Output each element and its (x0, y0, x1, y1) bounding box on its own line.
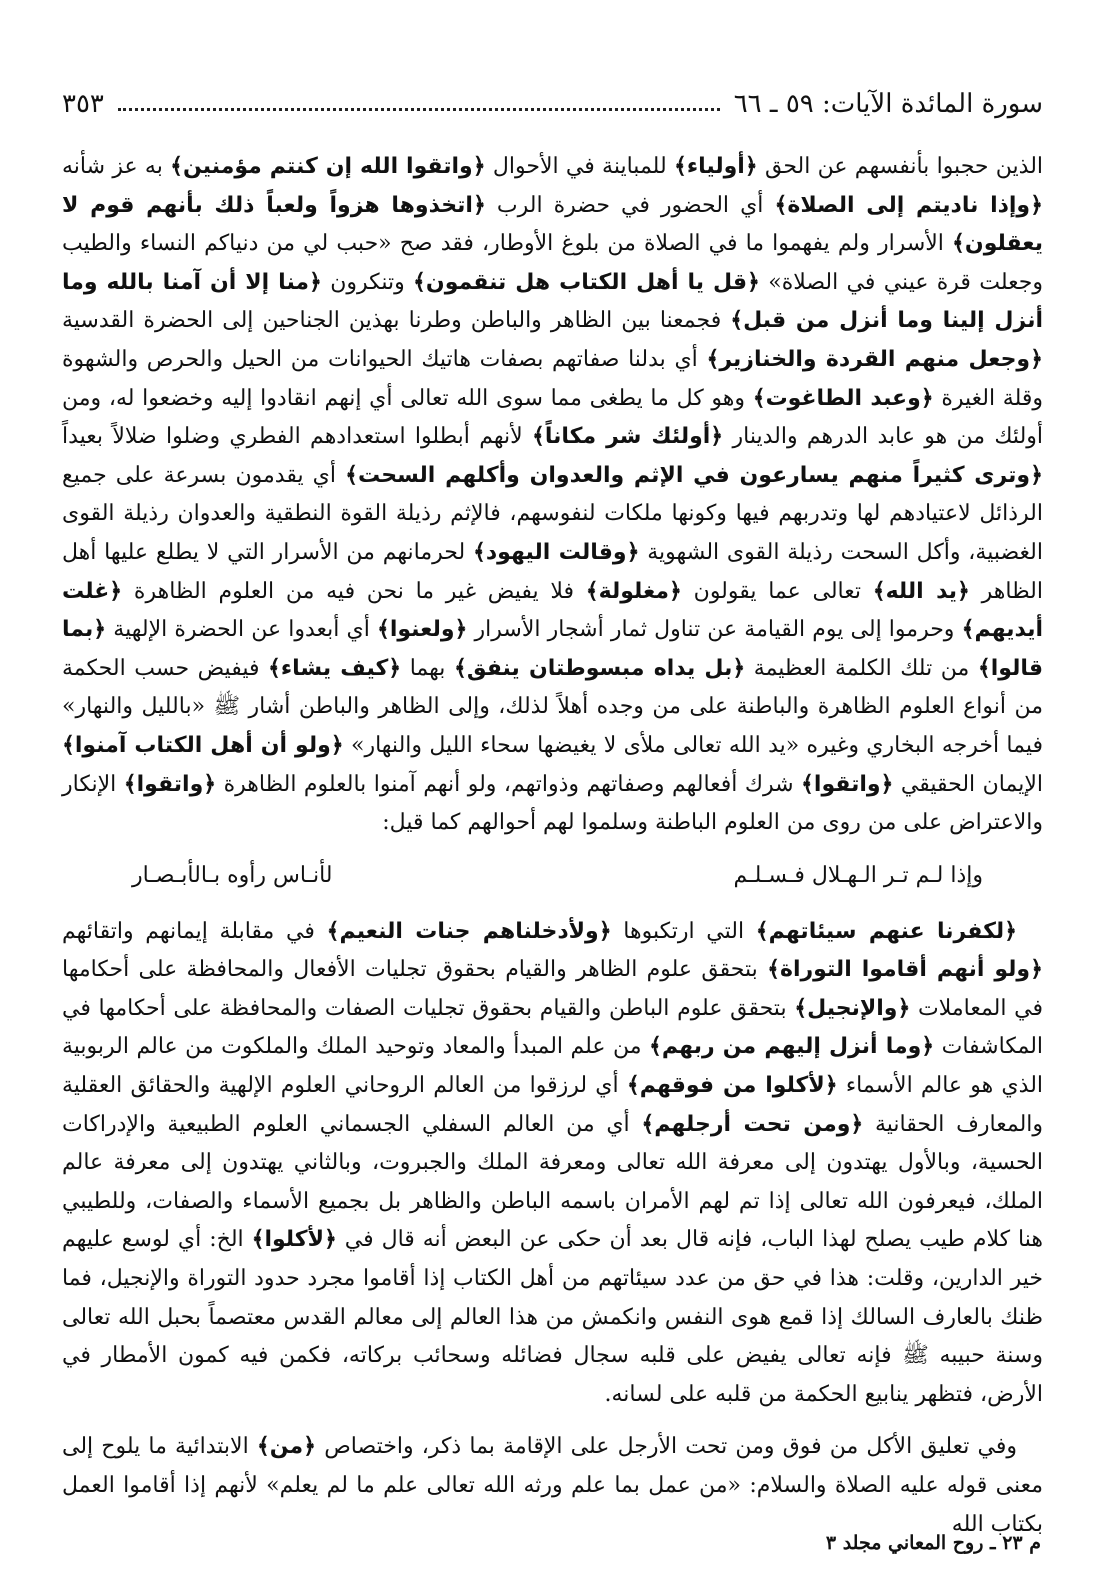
commentary-text: لأنهم أبطلوا استعدادهم الفطري وضلوا ضلالاً بعيداً (62, 424, 532, 450)
quran-quote: ﴿ولو أن أهل الكتاب آمنوا﴾ (62, 732, 344, 758)
header-title: سورة المائدة الآيات: ٥٩ ـ ٦٦ (733, 89, 1043, 119)
commentary-text: لحرمانهم من الأسرار التي لا يطلع عليها أهل الظاهر (62, 539, 1043, 604)
quran-quote: ﴿وقالت اليهود﴾ (472, 539, 640, 565)
commentary-text: التي ارتكبوها (611, 918, 756, 944)
paragraph (62, 913, 1043, 1415)
commentary-text: من تلك الكلمة العظيمة (745, 655, 978, 681)
quran-quote: ﴿قل يا أهل الكتاب هل تنقمون﴾ (413, 269, 760, 295)
quran-quote: ﴿يد الله﴾ (872, 578, 970, 604)
commentary-text: من علم المبدأ والمعاد وتوحيد الملك والملكوت من عالم الربوبية الذي هو عالم الأسماء (62, 1034, 1044, 1099)
commentary-text: به عز شأنه (62, 154, 171, 179)
commentary-text: الإيمان الحقيقي (893, 771, 1043, 797)
verse-hemistich-second: لأنـاس رأوه بـالأبـصـار (132, 862, 333, 888)
quran-quote: ﴿بل يداه مبسوطتان ينفق﴾ (453, 655, 746, 681)
quran-quote: ﴿وترى كثيراً منهم يسارعون في الإثم والعدوان وأكلهم السحت﴾ (345, 462, 1043, 488)
commentary-text: وتنكرون (321, 269, 414, 295)
quran-quote: ﴿ولأدخلناهم جنات النعيم﴾ (326, 918, 612, 944)
commentary-text: فجمعنا بين الظاهر والباطن وطرنا بهذين الجناحين إلى الحضرة القدسية (62, 308, 731, 334)
quran-quote: ﴿كيف يشاء﴾ (268, 655, 402, 681)
paragraph (62, 148, 1043, 843)
quran-quote: ﴿وعبد الطاغوت﴾ (752, 385, 934, 411)
commentary-text: أي أبعدوا عن الحضرة الإلهية (106, 617, 377, 643)
header-dotted-leader (118, 108, 720, 111)
quran-quote: ﴿غلت أيديهم﴾ (62, 578, 1043, 643)
commentary-text: الابتدائية ما يلوح إلى معنى قوله عليه الصلاة والسلام: «من عمل بما علم ورثه الله تعالى علم ما لم يعلم» لأنهم إذا أقاموا العمل بكتاب الله (62, 1434, 1043, 1537)
commentary-text: الأسرار ولم يفهموا ما في الصلاة من بلوغ الأوطار، فقد صح «حبب لي من دنياكم النساء والطيب وجعلت قرة عيني في الصلاة» (62, 231, 1043, 295)
quran-quote: ﴿ومن تحت أرجلهم﴾ (641, 1111, 864, 1137)
quran-quote: ﴿منا إلا أن آمنا بالله وما أنزل إلينا وما أنزل من قبل﴾ (62, 269, 1043, 334)
quran-quote: ﴿واتقوا الله إن كنتم مؤمنين﴾ (170, 154, 486, 179)
quran-quote: ﴿وجعل منهم القردة والخنازير﴾ (706, 346, 1043, 372)
commentary-text: بتحقق علوم الباطن والقيام بحقوق تجليات الصفات والمحافظة على أحكامها في المكاشفات (62, 995, 1044, 1060)
quran-quote: ﴿والإنجيل﴾ (794, 995, 911, 1021)
commentary-text: شرك أفعالهم وصفاتهم وذواتهم، ولو أنهم آمنوا بالعلوم الظاهرة (216, 771, 802, 797)
page-number: ٣٥٣ (62, 89, 104, 119)
commentary-text: في مقابلة إيمانهم واتقائهم (62, 918, 327, 944)
quran-quote: ﴿اتخذوها هزواً ولعباً ذلك بأنهم قوم لا يعقلون﴾ (62, 192, 1043, 257)
quran-quote: ﴿من﴾ (256, 1434, 317, 1460)
commentary-text: فلا يفيض غير ما نحن فيه من العلوم الظاهرة (122, 578, 586, 604)
signature-mark: م ٢٣ ـ روح المعاني مجلد ٣ (825, 1532, 1041, 1554)
verse-hemistich-first: وإذا لـم تـر الـهـلال فـسـلـم (733, 862, 983, 888)
quran-quote: ﴿لأكلوا﴾ (251, 1227, 337, 1253)
quran-quote: ﴿واتقوا﴾ (801, 771, 894, 797)
commentary-text: وهو كل ما يطغى مما سوى الله تعالى أي إنهم انقادوا إليه وخضعوا له، ومن أولئك من هو عابد الدرهم والدينار (62, 385, 1044, 450)
main-text (62, 148, 1043, 1544)
quran-quote: ﴿أولئك شر مكاناً﴾ (532, 424, 724, 450)
commentary-text: فيفيض حسب الحكمة من أنواع العلوم الظاهرة والباطنة على من وجده أهلاً لذلك، وإلى الظاهر والباطن أشار ﷺ «بالليل والنهار» فيما أخرجه البخاري وغيره «يد الله تعالى ملأى لا يغيضها سحاء الليل والنهار» (62, 655, 1043, 758)
commentary-text: وحرموا إلى يوم القيامة عن تناول ثمار أشجار الأسرار (467, 617, 962, 643)
quran-quote: ﴿وإذا ناديتم إلى الصلاة﴾ (774, 192, 1044, 218)
running-header (62, 84, 1043, 124)
poetry-verse (132, 857, 983, 895)
commentary-text: الإنكار والاعتراض على من روى من العلوم الباطنة وسلموا لهم أحوالهم كما قيل: (62, 771, 1043, 836)
commentary-text: للمباينة في الأحوال (485, 154, 674, 179)
commentary-text: أي لرزقوا من العالم الروحاني العلوم الإلهية والحقائق العقلية والمعارف الحقانية (62, 1073, 1044, 1137)
quran-quote: ﴿ولو أنهم أقاموا التوراة﴾ (767, 957, 1043, 983)
quran-quote: ﴿واتقوا﴾ (123, 771, 217, 797)
paragraph (62, 1428, 1043, 1544)
commentary-text: الخ: أي لوسع عليهم خير الدارين، وقلت: هذا في حق من عدد سيئاتهم من أهل الكتاب إذا أقاموا مجرد حدود التوراة والإنجيل، فما ظنك بالعارف السالك إذا قمع هوى النفس وانكمش من هذا العالم إلى معالم القدس معتصماً بحبل الله تعالى وسنة حبيبه ﷺ فإنه تعالى يفيض على قلبه سجال فضائله وسحائب بركاته، فكمن فيه كمون الأمطار في الأرض، فتظهر ينابيع الحكمة من قلبه على لسانه. (62, 1227, 1043, 1407)
commentary-text: تعالى عما يقولون (681, 578, 873, 604)
quran-quote: ﴿وما أنزل إليهم من ربهم﴾ (649, 1034, 935, 1060)
commentary-text: أي بدلنا صفاتهم بصفات هاتيك الحيوانات من الحيل والحرص والشهوة وقلة الغيرة (62, 346, 1043, 411)
quran-quote: ﴿بما قالوا﴾ (62, 617, 1043, 681)
commentary-text: الذين حجبوا بأنفسهم عن الحق (757, 154, 1044, 179)
commentary-text: وفي تعليق الأكل من فوق ومن تحت الأرجل على الإقامة بما ذكر، واختصاص (316, 1434, 1017, 1460)
commentary-text: بتحقق علوم الظاهر والقيام بحقوق تجليات الأفعال والمحافظة على أحكامها في المعاملات (62, 957, 1044, 1021)
quran-quote: ﴿أولياء﴾ (673, 154, 758, 179)
quran-quote: ﴿مغلولة﴾ (585, 578, 682, 604)
commentary-text: أي الحضور في حضرة الرب (485, 192, 775, 218)
quran-quote: ﴿ولعنوا﴾ (376, 617, 468, 643)
commentary-text: أي من العالم السفلي الجسماني العلوم الطبيعية والإدراكات الحسية، وبالأول يهتدون إلى معرفة الله تعالى ومعرفة الملك والجبروت، وبالثاني يهتدون إلى معرفة عالم الملك، فيعرفون الله تعالى إذا تم لهم الأمران باسمه الباطن والظاهر بل بجميع الأسماء والصفات، وللطيبي هنا كلام طيب يصلح لهذا الباب، فإنه قال بعد أن حكى عن البعض أنه قال في (62, 1111, 1043, 1253)
commentary-text: أي يقدمون بسرعة على جميع الرذائل لاعتيادهم لها وتدربهم فيها وكونها ملكات لنفوسهم، فالإثم رذيلة القوة النطقية والعدوان رذيلة القوى الغضبية، وأكل السحت رذيلة القوى الشهوية (62, 462, 1043, 565)
commentary-text: بهما (401, 655, 454, 681)
quran-quote: ﴿لكفرنا عنهم سيئاتهم﴾ (755, 918, 1018, 944)
quran-quote: ﴿لأكلوا من فوقهم﴾ (626, 1073, 838, 1099)
